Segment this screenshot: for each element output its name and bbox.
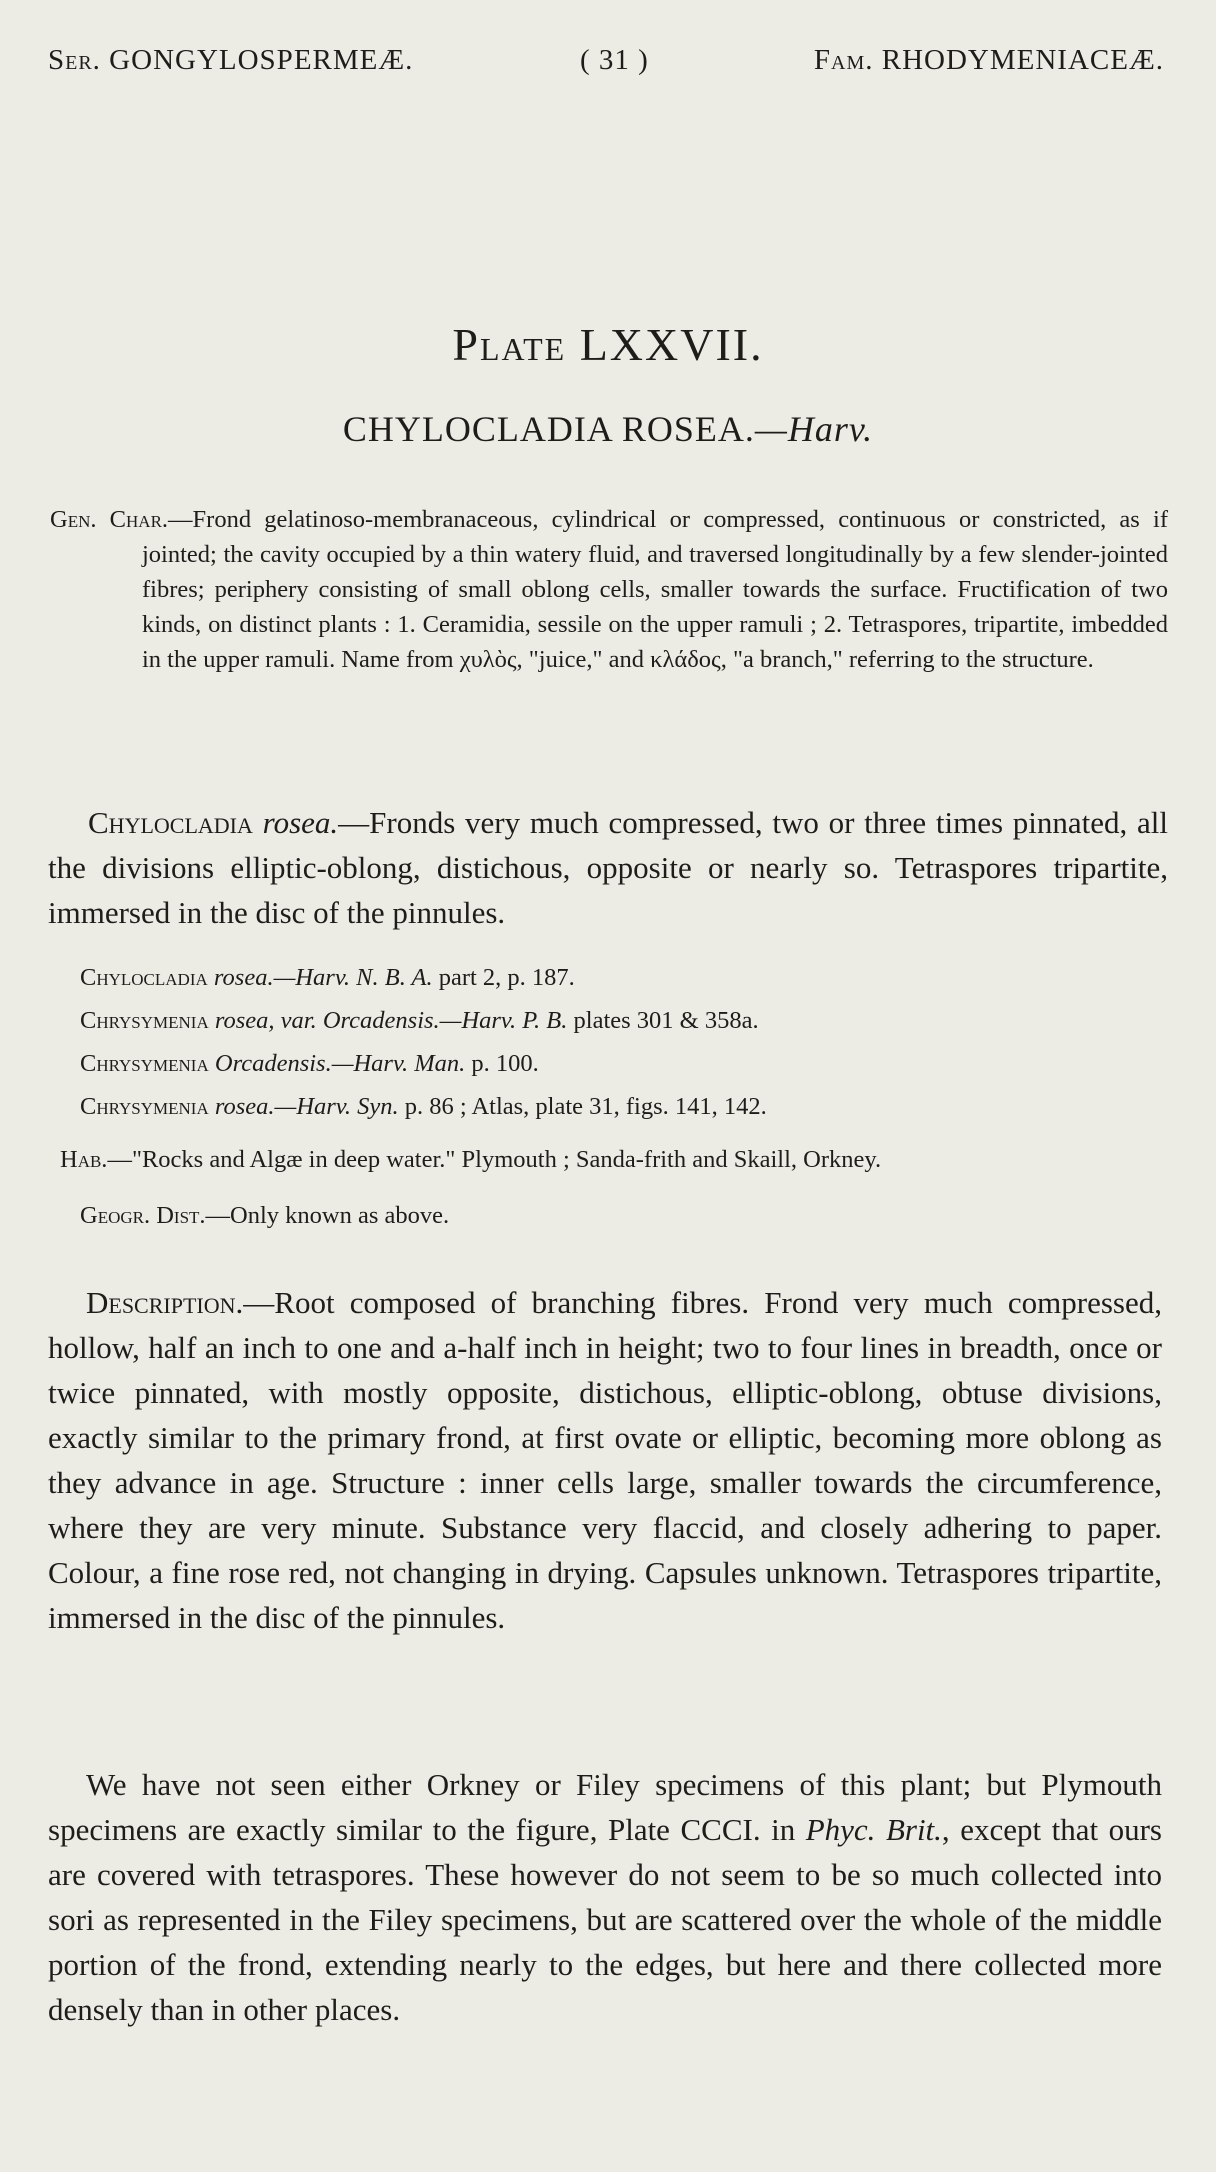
generic-character [50,502,1168,677]
synonym-tail: p. 100. [465,1050,539,1077]
description-text: —Root composed of branching fibres. Frond very much compressed, hollow, half an inch to one and a-half inch in height; two to four lines in breadth, once or twice pinnated, with mostly opposite, distichous, elliptic-oblong, obtuse divisions, exactly similar to the primary frond, at first ovate or elliptic, becoming more oblong as they advance in age. Structure : inner cells large, smaller towards the circumference, where they are very minute. Substance very flaccid, and closely adhering to paper. Colour, a fine rose red, not changing in drying. Capsules unknown. Tetraspores tripartite, immersed in the disc of the pinnules. [48,1285,1162,1635]
header-family: Fam. RHODYMENIACEÆ. [813,44,1164,76]
header-series: Ser. GONGYLOSPERMEÆ. [48,44,414,76]
species-char-text: —Fronds very much compressed, two or three times pinnated, all the divisions elliptic-oblong, distichous, opposite or nearly so. Tetraspores tripartite, immersed in the disc of the pinnules. [48,805,1169,930]
species-epithet: rosea. [262,805,339,840]
synonym-genus: Chrysymenia [80,1093,209,1120]
habitat [60,1146,1170,1174]
synonym-citation: Orcadensis.—Harv. Man. [214,1050,466,1077]
synonym-line [80,1085,1170,1128]
geographic-distribution [80,1202,449,1230]
page-number: ( 31 ) [580,44,649,76]
description-paragraph [48,1280,1162,1640]
synonym-citation: rosea.—Harv. Syn. [214,1093,399,1120]
gen-char-label: Gen. Char. [50,506,169,533]
species-author: —Harv. [754,409,874,449]
synonym-citation: rosea, var. Orcadensis.—Harv. P. B. [214,1007,568,1034]
synonym-line [80,999,1170,1042]
plate-label: Plate [452,319,567,370]
species-genus: Chylocladia [88,805,253,840]
specific-character [48,800,1168,935]
geogr-text: —Only known as above. [205,1202,450,1229]
gen-char-text: —Frond gelatinoso-membranaceous, cylindrical or compressed, continuous or constricted, as if jointed; the cavity occupied by a thin watery fluid, and traversed longitudinally by a few slender-jointed fibres; periphery consisting of small oblong cells, smaller towards the surface. Fructification of two kinds, on distinct plants : 1. Ceramidia, sessile on the upper ramuli ; 2. Tetraspores, tripartite, imbedded in the upper ramuli. Name from χυλὸς, "juice," and κλάδος, "a branch," referring to the structure. [142,506,1168,673]
synonym-line [80,956,1170,999]
notes-text-end: , except that ours are covered with tetraspores. These however do not seem to be so much collected into sori as represented in the Filey specimens, but are scattered over the whole of the middle portion of the frond, extending nearly to the edges, but here and there collected more densely than in other places. [48,1812,1162,2027]
synonym-tail: plates 301 & 358a. [567,1007,759,1034]
synonym-tail: p. 86 ; Atlas, plate 31, figs. 141, 142. [398,1093,767,1120]
synonym-citation: rosea.—Harv. N. B. A. [213,964,433,991]
synonym-genus: Chrysymenia [80,1007,209,1034]
running-header [48,44,1164,84]
plate-number: LXXVII. [579,319,764,370]
synonym-genus: Chylocladia [80,964,208,991]
habitat-label: Hab. [60,1146,108,1173]
description-label: Description. [86,1285,244,1320]
notes-paragraph [48,1762,1162,2032]
synonym-genus: Chrysymenia [80,1050,209,1077]
notes-text-start: We have not seen either Orkney or Filey specimens of this plant; but Plymouth specimens are exactly similar to the figure, Plate CCCI. in [48,1767,1162,1847]
species-name: CHYLOCLADIA ROSEA. [342,409,755,449]
plate-title [0,318,1216,371]
geogr-label: Geogr. Dist. [80,1202,206,1229]
species-title [0,408,1216,450]
generic-character-paragraph [50,502,1168,677]
synonym-line [80,1042,1170,1085]
synonym-tail: part 2, p. 187. [432,964,575,991]
notes-citation: Phyc. Brit. [805,1812,942,1847]
habitat-text: —"Rocks and Algæ in deep water." Plymouth ; Sanda-frith and Skaill, Orkney. [107,1146,882,1173]
synonymy-list [80,956,1170,1128]
